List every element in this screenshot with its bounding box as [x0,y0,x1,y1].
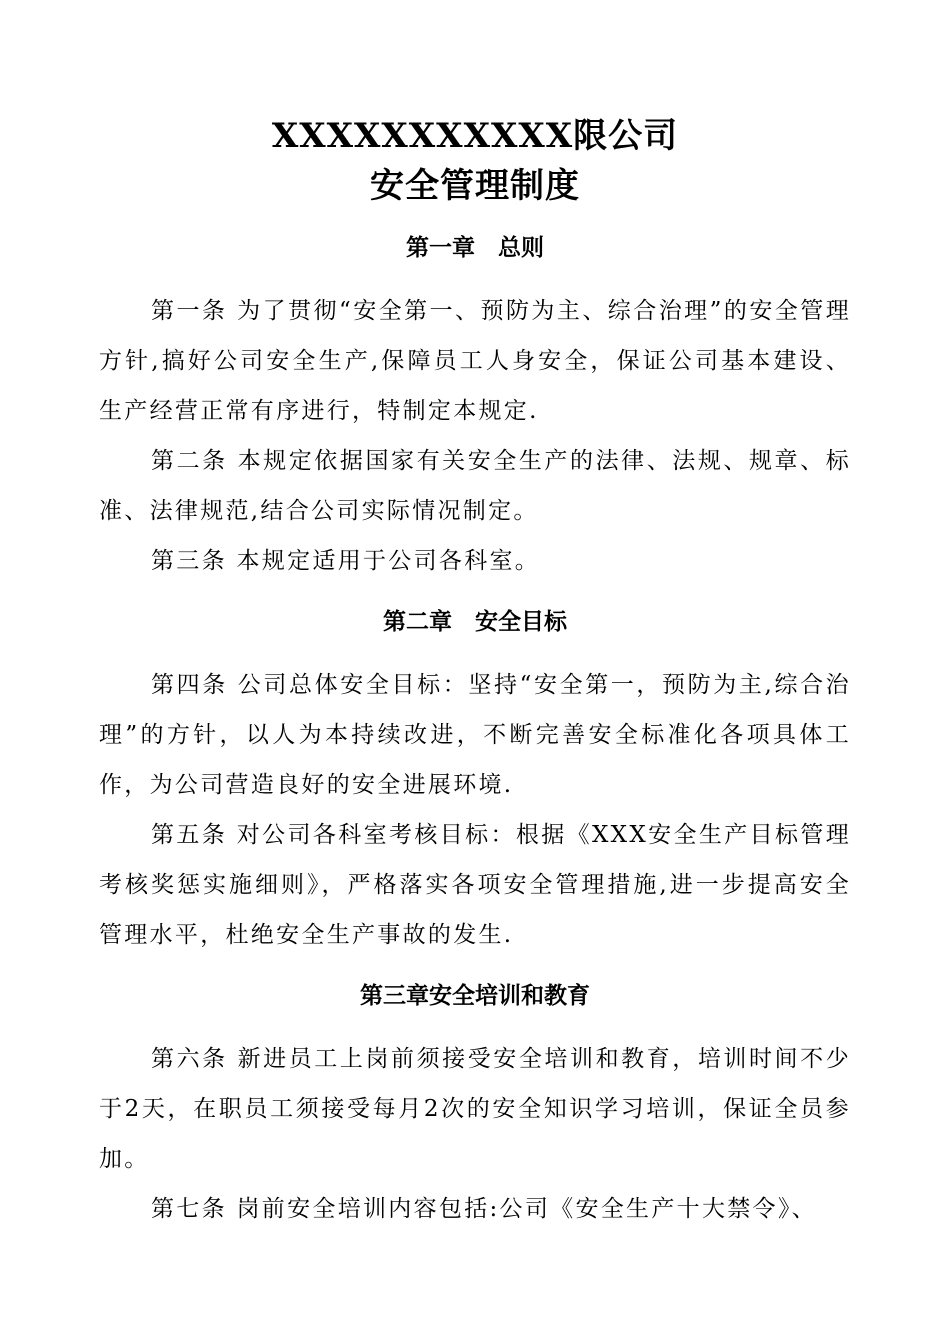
chapter-2-heading: 第二章 安全目标 [383,609,567,635]
chapter-3-heading: 第三章安全培训和教育 [360,983,590,1009]
article-3: 第三条 本规定适用于公司各科室。 [151,548,541,574]
article-2: 第二条 本规定依据国家有关安全生产的法律、法规、规章、标准、法律规范,结合公司实际情况制定。 [99,448,851,524]
article-5: 第五条 对公司各科室考核目标：根据《XXX安全生产目标管理考核奖惩实施细则》，严格落实各项安全管理措施,进一步提高安全管理水平，杜绝安全生产事故的发生. [99,822,851,948]
document-title: 安全管理制度 [370,166,580,206]
article-1: 第一条 为了贯彻“安全第一、预防为主、综合治理”的安全管理方针,搞好公司安全生产,保障员工人身安全，保证公司基本建设、生产经营正常有序进行，特制定本规定. [99,298,851,424]
article-4: 第四条 公司总体安全目标：坚持“安全第一，预防为主,综合治理”的方针，以人为本持续改进，不断完善安全标准化各项具体工作，为公司营造良好的安全进展环境. [99,672,851,798]
chapter-1-heading: 第一章 总则 [406,235,544,261]
company-title: XXXXXXXXXXX限公司 [271,116,679,156]
article-7: 第七条 岗前安全培训内容包括:公司《安全生产十大禁令》、 [151,1196,817,1222]
article-6: 第六条 新进员工上岗前须接受安全培训和教育，培训时间不少于2天，在职员工须接受每月2次的安全知识学习培训，保证全员参加。 [99,1046,851,1172]
